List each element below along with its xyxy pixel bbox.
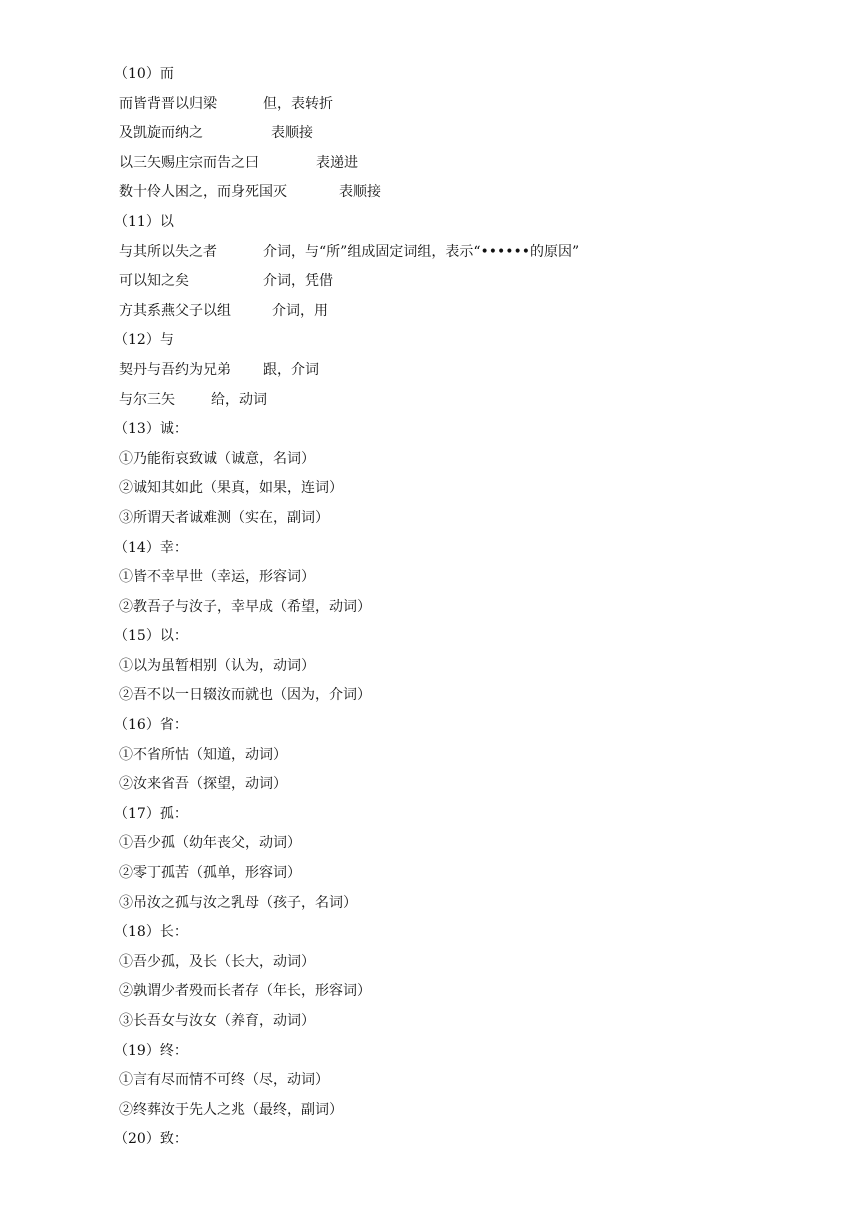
section-heading: （12）与 <box>114 332 174 349</box>
definition-item: ①言有尽而情不可终（尽，动词） <box>119 1072 329 1089</box>
definition-item: ③所谓天者诚难测（实在，副词） <box>119 509 329 526</box>
example-explanation: 表递进 <box>316 154 358 171</box>
example-sentence: 方其系燕父子以组 <box>119 302 231 319</box>
example-explanation: 介词，用 <box>272 302 328 319</box>
definition-item: ①吾少孤，及长（长大，动词） <box>119 953 315 970</box>
example-sentence: 数十伶人困之，而身死国灭 <box>119 184 287 201</box>
example-explanation: 介词，与“所”组成固定词组，表示“••••••的原因” <box>263 243 580 260</box>
example-row <box>119 178 819 208</box>
example-sentence: 以三矢赐庄宗而告之曰 <box>119 154 259 171</box>
example-explanation: 跟，介词 <box>263 361 319 378</box>
example-explanation: 表顺接 <box>271 125 313 142</box>
section-heading: （19）终： <box>114 1042 188 1059</box>
section-heading: （11）以 <box>114 213 174 230</box>
example-row <box>119 238 819 268</box>
example-row <box>119 119 819 149</box>
definition-item: ②吾不以一日辍汝而就也（因为，介词） <box>119 687 371 704</box>
example-row <box>119 356 819 386</box>
example-explanation: 但，表转折 <box>263 95 333 112</box>
section-heading: （17）孤： <box>114 805 188 822</box>
document-page <box>114 60 819 1155</box>
definition-item: ①吾少孤（幼年丧父，动词） <box>119 835 301 852</box>
definition-item: ①不省所怙（知道，动词） <box>119 746 287 763</box>
definition-item: ①皆不幸早世（幸运，形容词） <box>119 569 315 586</box>
section-heading: （13）诚： <box>114 421 188 438</box>
example-row <box>119 297 819 327</box>
section-heading: （10）而 <box>114 66 174 82</box>
definition-item: ②终葬汝于先人之兆（最终，副词） <box>119 1101 343 1118</box>
definition-item: ③长吾女与汝女（养育，动词） <box>119 1013 315 1029</box>
example-explanation: 给，动词 <box>211 391 267 408</box>
example-sentence: 与尔三矢 <box>119 391 175 408</box>
example-sentence: 契丹与吾约为兄弟 <box>119 361 231 378</box>
section-heading: （16）省： <box>114 717 188 734</box>
definition-item: ②教吾子与汝子，幸早成（希望，动词） <box>119 598 371 615</box>
definition-item: ②汝来省吾（探望，动词） <box>119 776 287 793</box>
example-row <box>119 386 819 416</box>
definition-item: ②诚知其如此（果真，如果，连词） <box>119 480 343 497</box>
definition-item: ②孰谓少者殁而长者存（年长，形容词） <box>119 983 371 1000</box>
definition-item: ③吊汝之孤与汝之乳母（孩子，名词） <box>119 894 357 911</box>
example-sentence: 可以知之矣 <box>119 273 189 290</box>
example-row <box>119 267 819 297</box>
example-explanation: 介词，凭借 <box>263 273 333 290</box>
example-row <box>119 90 819 120</box>
section-heading: （14）幸： <box>114 539 188 556</box>
section-heading: （18）长： <box>114 924 188 941</box>
example-explanation: 表顺接 <box>339 184 381 201</box>
example-sentence: 及凯旋而纳之 <box>119 125 203 142</box>
example-sentence: 与其所以失之者 <box>119 243 217 260</box>
section-heading: （20）致： <box>114 1131 188 1148</box>
definition-item: ①乃能衔哀致诚（诚意，名词） <box>119 450 315 467</box>
definition-item: ①以为虽暂相别（认为，动词） <box>119 657 315 674</box>
example-sentence: 而皆背晋以归梁 <box>119 95 217 112</box>
section-heading: （15）以： <box>114 628 188 645</box>
definition-item: ②零丁孤苦（孤单，形容词） <box>119 865 301 882</box>
example-row <box>119 149 819 179</box>
